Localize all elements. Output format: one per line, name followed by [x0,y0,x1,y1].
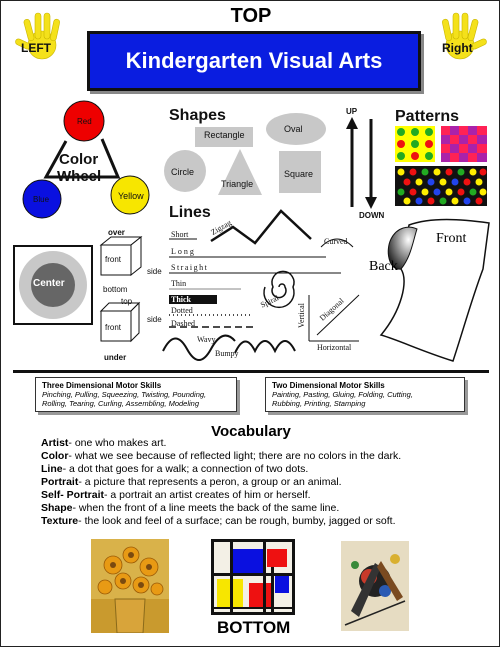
three-d-skills-line2: Rolling, Tearing, Curling, Assembling, Modeling [42,399,200,408]
sunflowers-painting [91,539,169,633]
scroll-front-label: Front [436,231,467,246]
vocab-term: Self- Portrait [41,489,105,501]
red-label: Red [77,117,92,126]
scroll-back-label: Back [369,259,398,274]
thin-label: Thin [171,279,187,288]
triangle-label: Triangle [221,179,254,189]
bottom-label: BOTTOM [217,618,291,637]
up-label: UP [346,107,358,116]
vocab-definition: - the look and feel of a surface; can be rough, bumby, jagged or soft. [78,515,396,527]
center-label: Center [33,278,65,289]
yellow-label: Yellow [118,191,144,201]
vocab-term: Shape [41,502,73,514]
zigzag-label: Zigzag [209,218,233,237]
vocab-definition: - one who makes art. [68,437,167,449]
long-label: Long [171,247,196,256]
vocab-definition: - a portrait an artist creates of him or herself. [104,489,311,501]
side-label-top-cube: side [147,267,162,276]
top-label: TOP [230,5,272,27]
curved-label: Curved [324,237,348,246]
left-label: LEFT [21,41,51,55]
vocab-term: Portrait [41,476,79,488]
dashed-label: Dashed [171,319,195,328]
side-label-bottom-cube: side [147,315,162,324]
patterns-title: Patterns [395,108,460,125]
vocab-term: Artist [41,437,69,449]
section-divider [13,370,489,373]
vocab-item [41,463,491,476]
page-title: Kindergarten Visual Arts [87,31,421,91]
vocab-item [41,515,491,528]
front-label-top-cube: front [105,255,122,264]
left-hand-icon [11,7,73,69]
diagonal-label: Diagonal [317,296,346,323]
two-d-skills-line2: Rubbing, Printing, Stamping [272,399,366,408]
two-d-skills-line1: Painting, Pasting, Gluing, Folding, Cutting, [272,390,413,399]
vocab-item [41,502,491,515]
under-label: under [104,353,127,362]
bumpy-label: Bumpy [215,349,239,358]
vocab-item [41,489,491,502]
vocab-term: Texture [41,515,79,527]
thick-label: Thick [171,295,192,304]
three-d-skills-box [35,377,237,412]
vocab-item [41,476,491,489]
patterns-swatches [395,126,491,208]
vocab-definition: - a dot that goes for a walk; a connection of two dots. [62,463,309,475]
bumpy-line [235,341,295,353]
blue-label: Blue [33,195,50,204]
vocab-item [41,437,491,450]
two-d-skills-box [265,377,465,412]
vocab-term: Line [41,463,63,475]
two-d-skills-title: Two Dimensional Motor Skills [272,381,385,390]
over-label: over [108,228,125,237]
bottom-label: bottom [103,285,128,294]
vocab-definition: - what we see because of reflected light; there are no colors in the dark. [68,450,402,462]
three-d-skills-title: Three Dimensional Motor Skills [42,381,162,390]
vocab-item [41,450,491,463]
up-down-arrows [343,115,383,211]
vocabulary-title: Vocabulary [211,423,291,440]
vocab-definition: - when the front of a line meets the back of the same line. [72,502,340,514]
top-label-cube: top [121,297,133,306]
square-label: Square [284,169,314,179]
up-arrow-icon [346,117,358,129]
vocab-term: Color [41,450,69,462]
vertical-label: Vertical [296,303,306,328]
rectangle-label: Rectangle [204,130,245,140]
right-hand-icon [429,7,491,69]
three-d-skills-line1: Pinching, Pulling, Squeezing, Twisting, Pounding, [42,390,207,399]
right-label: Right [442,41,473,55]
color-wheel-title-2: Wheel [57,168,102,185]
circle-label: Circle [171,167,195,177]
dotted-label: Dotted [171,306,193,315]
spiral-label: Spiral [258,293,281,310]
mondrian-painting [211,539,295,615]
scroll-paper [361,211,491,371]
color-wheel-title-1: Color [59,151,99,168]
kandinsky-painting [341,541,409,631]
oval-label: Oval [284,124,303,134]
vdh-lines [303,291,363,351]
horizontal-label: Horizontal [317,343,352,352]
down-arrow-icon [365,197,377,209]
down-label: DOWN [359,211,385,220]
vocab-definition: - a picture that represents a peron, a group or an animal. [78,476,342,488]
shapes-title: Shapes [169,107,226,124]
wavy-label: Wavy [197,335,216,344]
front-label-bottom-cube: front [105,323,122,332]
lines-title: Lines [169,204,211,221]
straight-label: Straight [171,263,209,272]
vocabulary-list [41,437,491,528]
short-label: Short [171,230,189,239]
